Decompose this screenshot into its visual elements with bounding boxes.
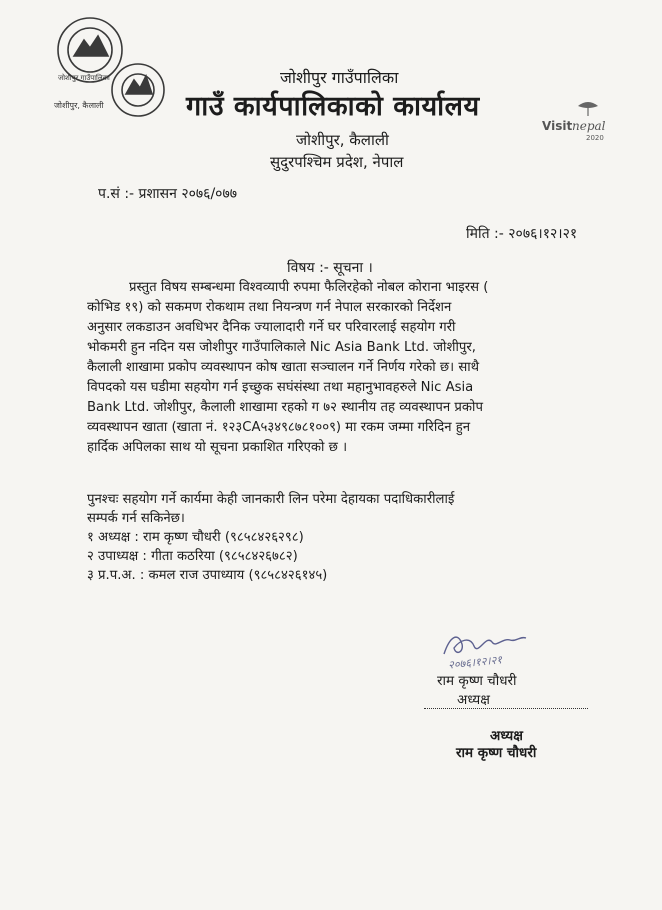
postscript: [87, 490, 587, 585]
municipality-name: जोशीपुर गाउँपालिका: [280, 68, 399, 87]
paragraph-line: हार्दिक अपिलका साथ यो सूचना प्रकाशित गरिएको छ ।: [87, 440, 348, 455]
visit-nepal-logo: [540, 96, 630, 156]
paragraph-line: व्यवस्थापन खाता (खाता नं. १२३CA५३४९८७८१००९) मा रकम जम्मा गरिदिन हुन: [87, 420, 471, 435]
contact-vice-chairperson: २ उपाध्यक्ष : गीता कठरिया (९८५८४२६७८२): [87, 549, 298, 564]
svg-text:Visit: Visit: [542, 119, 573, 133]
signatory-title: अध्यक्ष: [457, 692, 490, 708]
stamp-title: अध्यक्ष: [490, 728, 523, 744]
municipality-seal: [52, 10, 172, 125]
stamp-name: राम कृष्ण चौधरी: [456, 745, 537, 761]
contact-chairperson: १ अध्यक्ष : राम कृष्ण चौधरी (९८५८४२६२९८): [87, 530, 304, 545]
reference-number: प.सं :- प्रशासन २०७६/०७७: [98, 186, 238, 202]
office-title: गाउँ कार्यपालिकाको कार्यालय: [186, 91, 480, 122]
signatory-name: राम कृष्ण चौधरी: [437, 673, 517, 689]
signature-date: २०७६।१२।२१: [447, 653, 503, 672]
svg-text:nepal: nepal: [572, 119, 606, 133]
postscript-line: सम्पर्क गर्न सकिनेछ।: [87, 511, 185, 526]
paragraph-line: कैलाली शाखामा प्रकोप व्यवस्थापन कोष खाता सञ्चालन गर्ने निर्णय गरेको छ। साथै: [87, 360, 480, 375]
signature-divider: [424, 708, 588, 709]
postscript-line: पुनश्चः सहयोग गर्ने कार्यमा केही जानकारी लिन परेमा देहायका पदाधिकारीलाई: [87, 492, 455, 507]
letter-subject: विषय :- सूचना ।: [287, 260, 373, 276]
seal-text: जोशीपुर गाउँपालिका: [58, 74, 110, 82]
paragraph-line: कोभिड १९) को सकमण रोकथाम तथा नियन्त्रण गर्न नेपाल सरकारको निर्देशन: [87, 300, 452, 315]
paragraph-line: प्रस्तुत विषय सम्बन्धमा विश्वव्यापी रुपमा फैलिरहेको नोबल कोराना भाइरस (: [129, 280, 489, 295]
notice-paragraph: [87, 278, 587, 458]
svg-text:2020: 2020: [586, 134, 604, 142]
seal-caption: जोशीपुर, कैलाली: [54, 101, 104, 110]
letter-date: मिति :- २०७६।१२।२१: [466, 226, 578, 242]
address-line-2: सुदुरपश्चिम प्रदेश, नेपाल: [270, 153, 404, 171]
paragraph-line: भोकमरी हुन नदिन यस जोशीपुर गाउँपालिकाले Nic Asia Bank Ltd. जोशीपुर,: [87, 340, 476, 355]
paragraph-line: अनुसार लकडाउन अवधिभर दैनिक ज्यालादारी गर्ने घर परिवारलाई सहयोग गरी: [87, 320, 456, 335]
address-line-1: जोशीपुर, कैलाली: [296, 131, 389, 149]
contact-cao: ३ प्र.प.अ. : कमल राज उपाध्याय (९८५८४२६१४५): [87, 568, 328, 583]
paragraph-line: Bank Ltd. जोशीपुर, कैलाली शाखामा रहको ग ७२ स्थानीय तह व्यवस्थापन प्रकोप: [87, 400, 483, 415]
paragraph-line: विपदको यस घडीमा सहयोग गर्न इच्छुक सघंसंस्था तथा महानुभावहरुले Nic Asia: [87, 380, 474, 395]
